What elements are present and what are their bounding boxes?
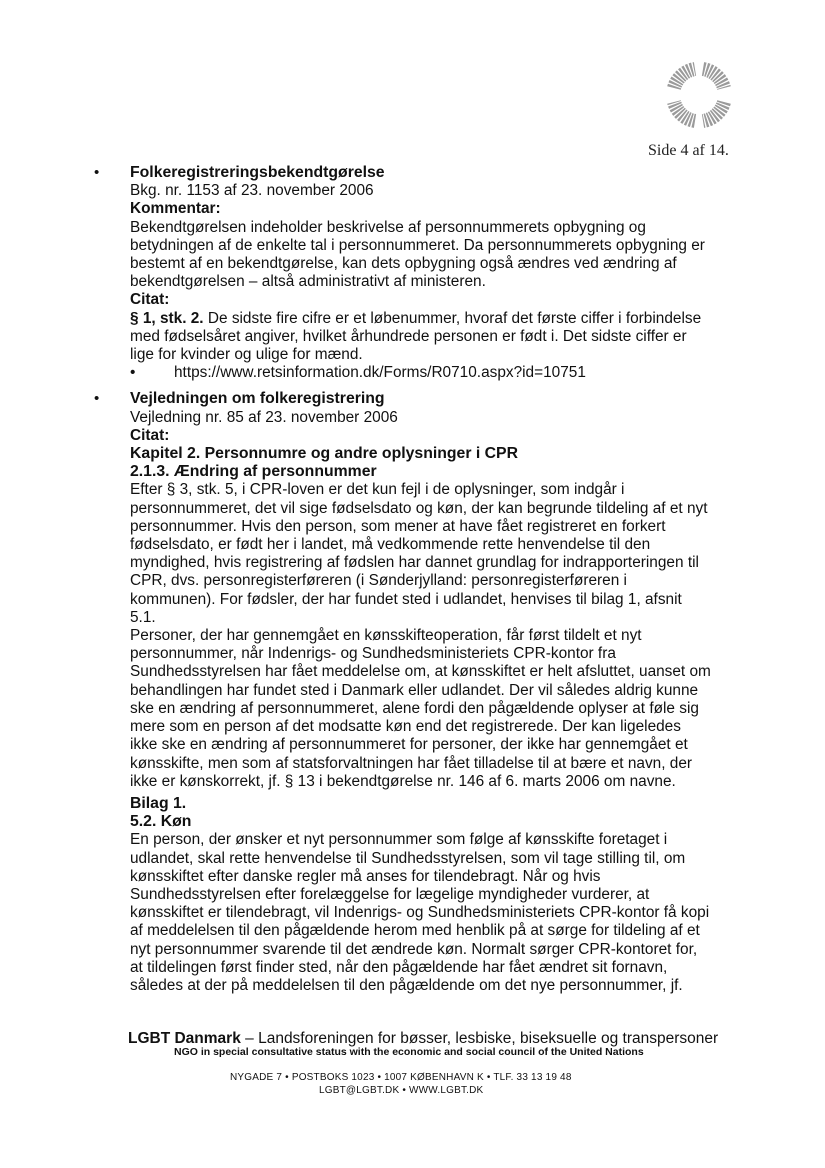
quote-paragraph-ref: § 1, stk. 2.: [130, 309, 204, 327]
annex-line: at tildelingen først finder sted, når den pågældende har fået ændret sit fornavn,: [130, 958, 668, 976]
chapter-heading: Kapitel 2. Personnumre og andre oplysninger i CPR: [130, 445, 518, 463]
quote-line: med fødselsåret angiver, hvilket århundrede personen er født i. Det sidste ciffer er: [130, 327, 687, 345]
annex-line: kønsskiftet efter danske regler må anses for tilendebragt. Når og hvis: [130, 867, 601, 885]
paragraph-line: fødselsdato, er født her i landet, må vedkommende rette henvendelse til den: [130, 536, 651, 554]
paragraph-line: kønsskifte, men som af statsforvaltningen har fået tilladelse til at bære et navn, der: [130, 754, 693, 772]
page-number: Side 4 af 14.: [648, 142, 729, 159]
annex-line: nyt personnummer svarende til det ændrede køn. Normalt sørger CPR-kontoret for,: [130, 940, 698, 958]
section-title: Folkeregistreringsbekendtgørelse: [130, 164, 385, 181]
lgbt-danmark-logo-icon: [662, 58, 736, 132]
paragraph-line: Personer, der har gennemgået en kønsskifteoperation, får først tildelt et nyt: [130, 627, 642, 645]
paragraph-line: CPR, dvs. personregisterføreren (i Sønderjylland: personregisterføreren i: [130, 572, 627, 590]
quote-label: Citat:: [130, 426, 170, 444]
quote-text: De sidste fire cifre er et løbenummer, hvoraf det første ciffer i forbindelse: [203, 309, 702, 327]
quote-label: Citat:: [130, 291, 170, 309]
paragraph-line: personnummer. Hvis den person, som mener at have fået registreret en forkert: [130, 517, 666, 535]
source-link-item: [130, 364, 750, 382]
paragraph-line: ske en ændring af personnummeret, alene fordi den pågældende oplyser at føle sig: [130, 699, 699, 717]
section-title: Vejledningen om folkeregistrering: [130, 390, 385, 408]
paragraph-line: personnummeret, det vil sige fødselsdato og køn, der kan begrunde tildeling af et nyt: [130, 499, 708, 517]
paragraph-line: ikke er kønskorrekt, jf. § 13 i bekendtgørelse nr. 146 af 6. marts 2006 om navne.: [130, 772, 676, 790]
bullet-icon: •: [94, 164, 100, 181]
footer-org-name: LGBT Danmark: [128, 1030, 241, 1047]
comment-line: bekendtgørelsen – altså administrativt af ministeren.: [130, 273, 486, 291]
comment-line: bestemt af en bekendtgørelse, kan dets opbygning også ændres ved ændring af: [130, 255, 677, 273]
bullet-icon: •: [130, 364, 136, 382]
section-reference: Vejledning nr. 85 af 23. november 2006: [130, 408, 398, 426]
annex-line: således at der på meddelelsen til den pågældende om det nye personnummer, jf.: [130, 976, 683, 994]
section-vejledningen: [94, 390, 750, 995]
footer-contact[interactable]: LGBT@LGBT.DK • WWW.LGBT.DK: [319, 1085, 484, 1096]
annex-subheading: 5.2. Køn: [130, 813, 192, 831]
section-reference: Bkg. nr. 1153 af 23. november 2006: [130, 182, 374, 200]
comment-line: betydningen af de enkelte tal i personnummeret. Da personnummerets opbygning er: [130, 236, 705, 254]
paragraph-line: Sundhedsstyrelsen har fået meddelelse om, at kønsskiftet er helt afsluttet, uanset om: [130, 663, 711, 681]
annex-line: Sundhedsstyrelsen efter forelæggelse for lægelige myndigheder vurderer, at: [130, 885, 650, 903]
comment-line: Bekendtgørelsen indeholder beskrivelse af personnummerets opbygning og: [130, 218, 646, 236]
document-body: [94, 164, 750, 995]
paragraph-line: behandlingen har fundet sted i Danmark eller udlandet. Der vil således aldrig kunne: [130, 681, 699, 699]
paragraph-line: personnummer, når Indenrigs- og Sundhedsministeriets CPR-kontor fra: [130, 645, 616, 663]
paragraph-line: kommunen). For fødsler, der har fundet sted i udlandet, henvises til bilag 1, afsnit: [130, 590, 682, 608]
quote-line: [130, 310, 750, 328]
source-link[interactable]: https://www.retsinformation.dk/Forms/R0710.aspx?id=10751: [174, 364, 586, 382]
annex-line: kønsskiftet er tilendebragt, vil Indenrigs- og Sundhedsministeriets CPR-kontor få kopi: [130, 904, 710, 922]
annex-line: af meddelelsen til den pågældende herom med henblik på at sørge for tildeling af et: [130, 922, 700, 940]
footer-address: NYGADE 7 • POSTBOKS 1023 • 1007 KØBENHAVN K • TLF. 33 13 19 48: [230, 1072, 572, 1083]
bullet-icon: •: [94, 390, 100, 408]
paragraph-line: mere som en person af det modsatte køn end det registrerede. Der kan ligeledes: [130, 718, 681, 736]
footer-org-tagline: – Landsforeningen for bøsser, lesbiske, biseksuelle og transpersoner: [240, 1030, 719, 1047]
paragraph-line: Efter § 3, stk. 5, i CPR-loven er det kun fejl i de oplysninger, som indgår i: [130, 481, 625, 499]
section-folkeregistreringsbekendtgoerelse: [94, 164, 750, 382]
paragraph-line: myndighed, hvis registrering af fødslen har dannet grundlag for indrapporteringen til: [130, 554, 699, 572]
quote-line: lige for kvinder og ulige for mænd.: [130, 346, 363, 364]
annex-line: En person, der ønsker et nyt personnummer som følge af kønsskifte foretaget i: [130, 831, 668, 849]
subsection-heading: 2.1.3. Ændring af personnummer: [130, 463, 377, 481]
annex-heading: Bilag 1.: [130, 794, 187, 812]
annex-line: udlandet, skal rette henvendelse til Sundhedsstyrelsen, som vil tage stilling til, om: [130, 849, 686, 867]
footer-ngo-status: NGO in special consultative status with the economic and social council of the United Nations: [174, 1046, 644, 1058]
paragraph-line: 5.1.: [130, 608, 156, 626]
paragraph-line: ikke ske en ændring af personnummeret for personer, der ikke har gennemgået et: [130, 736, 688, 754]
comment-label: Kommentar:: [130, 200, 221, 218]
